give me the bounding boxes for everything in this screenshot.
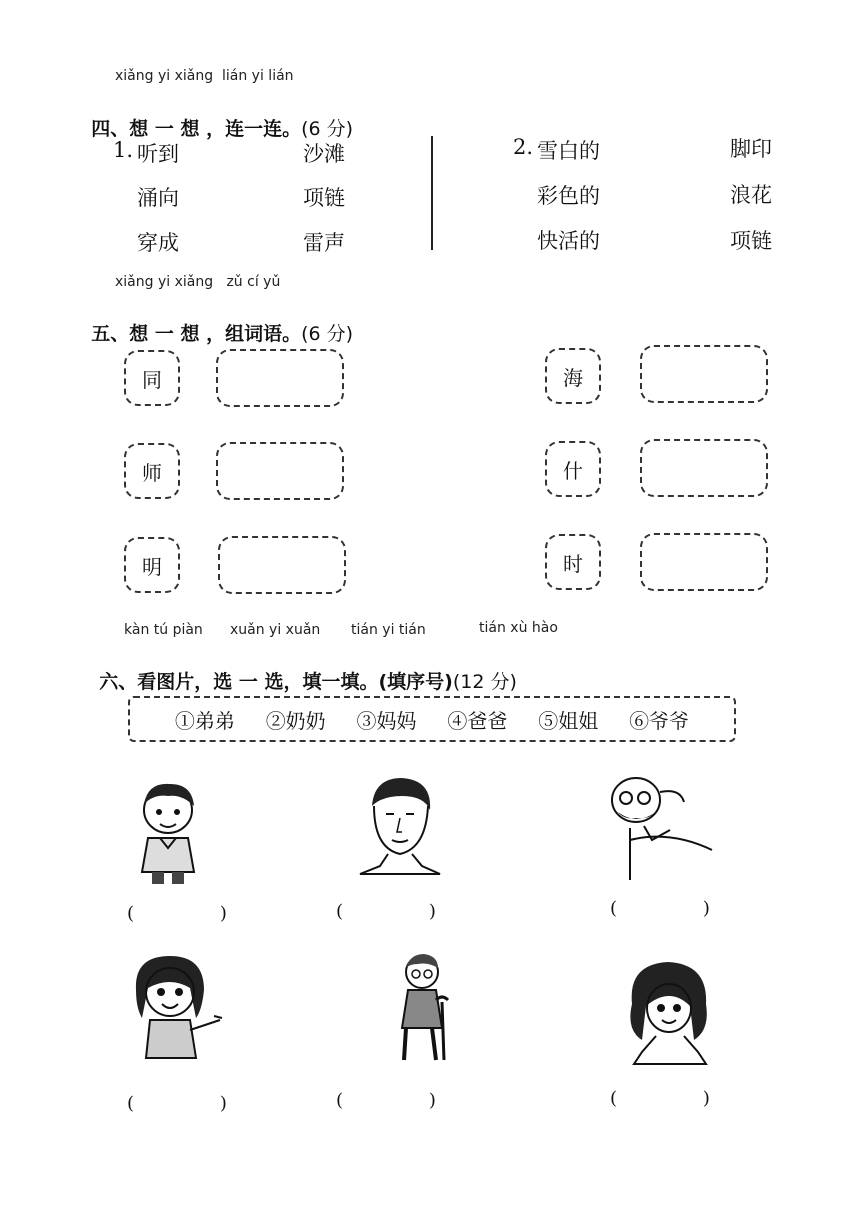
option-6: ⑥爷爷 bbox=[629, 708, 690, 733]
char-box-6: 时 bbox=[545, 534, 601, 590]
section4-right-match-1: 脚印 bbox=[730, 137, 772, 161]
option-2: ②奶奶 bbox=[265, 708, 326, 733]
section4-right-num: 2. bbox=[513, 135, 534, 159]
section6-score: (12 分) bbox=[452, 671, 517, 693]
answer-box-5[interactable] bbox=[640, 439, 768, 497]
section4-left-match-3: 雷声 bbox=[303, 231, 345, 255]
section4-right-match-3: 项链 bbox=[730, 229, 772, 253]
answer-paren-5[interactable]: ( ) bbox=[336, 1090, 436, 1111]
section6-pinyin-1: kàn tú piàn bbox=[124, 622, 203, 638]
char-box-3: 明 bbox=[124, 537, 180, 593]
answer-box-2[interactable] bbox=[216, 442, 344, 500]
figure-old-woman bbox=[372, 950, 492, 1070]
section6-pinyin-3: tián yi tián bbox=[351, 622, 426, 638]
figure-man bbox=[340, 770, 460, 890]
answer-paren-4[interactable]: ( ) bbox=[127, 1093, 227, 1114]
option-5: ⑤姐姐 bbox=[538, 708, 599, 733]
option-3: ③妈妈 bbox=[356, 708, 417, 733]
section5-score: (6 分) bbox=[301, 323, 354, 345]
figure-old-man bbox=[600, 770, 720, 890]
section4-left-word-2: 涌向 bbox=[137, 186, 179, 210]
section6-title: 六、看图片，选 一 选，填一填。(填序号) bbox=[99, 671, 453, 693]
section6-pinyin-2: xuǎn yi xuǎn bbox=[230, 622, 321, 638]
answer-box-6[interactable] bbox=[640, 533, 768, 591]
char-box-5: 什 bbox=[545, 441, 601, 497]
section4-heading bbox=[78, 92, 353, 141]
section4-right-word-3: 快活的 bbox=[537, 229, 600, 253]
char-box-1: 同 bbox=[124, 350, 180, 406]
answer-paren-3[interactable]: ( ) bbox=[610, 898, 710, 919]
answer-paren-2[interactable]: ( ) bbox=[336, 901, 436, 922]
section4-left-match-2: 项链 bbox=[303, 186, 345, 210]
section4-title: 四、想 一 想 ，连一连。 bbox=[91, 118, 302, 140]
section4-right-word-2: 彩色的 bbox=[537, 184, 600, 208]
answer-box-4[interactable] bbox=[640, 345, 768, 403]
section4-left-word-1: 听到 bbox=[137, 142, 179, 166]
option-4: ④爸爸 bbox=[447, 708, 508, 733]
section5-title: 五、想 一 想 ，组词语。 bbox=[91, 323, 302, 345]
answer-box-3[interactable] bbox=[218, 536, 346, 594]
options-bar bbox=[128, 696, 736, 742]
section4-right-word-1: 雪白的 bbox=[537, 139, 600, 163]
section4-left-word-3: 穿成 bbox=[137, 231, 179, 255]
figure-boy bbox=[108, 772, 228, 892]
section4-left-match-1: 沙滩 bbox=[303, 142, 345, 166]
section4-pinyin: xiǎng yi xiǎng lián yi lián bbox=[115, 68, 294, 84]
section6-pinyin-4: tián xù hào bbox=[479, 620, 558, 636]
answer-box-1[interactable] bbox=[216, 349, 344, 407]
section5-pinyin: xiǎng yi xiǎng zǔ cí yǔ bbox=[115, 274, 281, 290]
section4-score: (6 分) bbox=[301, 118, 354, 140]
section4-left-num: 1. bbox=[113, 138, 134, 162]
section5-heading bbox=[78, 297, 353, 346]
option-1: ①弟弟 bbox=[174, 708, 235, 733]
answer-paren-1[interactable]: ( ) bbox=[127, 903, 227, 924]
answer-paren-6[interactable]: ( ) bbox=[610, 1088, 710, 1109]
char-box-2: 师 bbox=[124, 443, 180, 499]
section4-right-match-2: 浪花 bbox=[730, 183, 772, 207]
figure-girl bbox=[118, 948, 238, 1068]
figure-woman bbox=[614, 956, 734, 1076]
section4-divider bbox=[431, 136, 433, 250]
section6-heading bbox=[86, 645, 517, 694]
char-box-4: 海 bbox=[545, 348, 601, 404]
